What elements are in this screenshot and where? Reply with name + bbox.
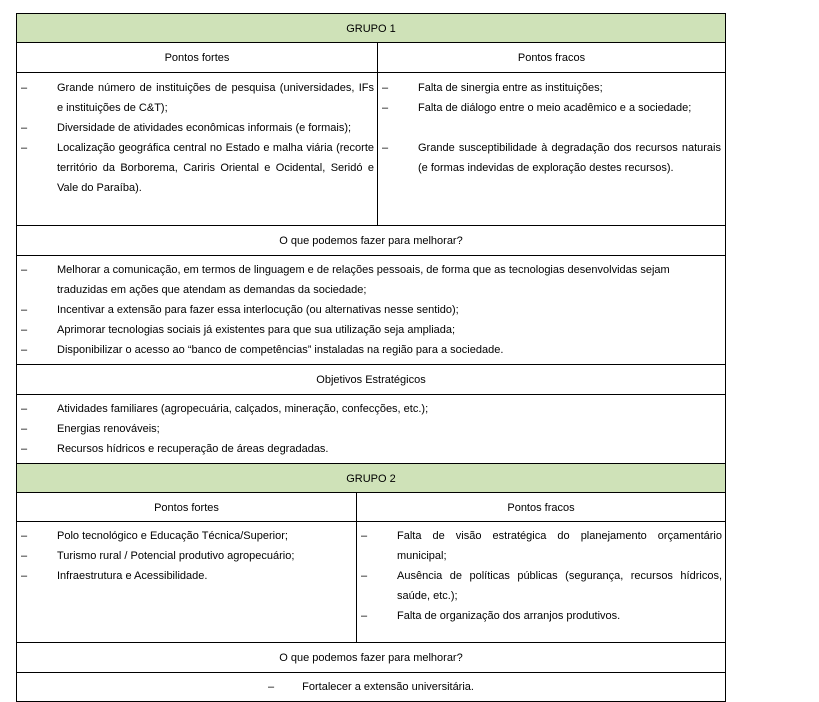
- group1-strengths-cell: [16, 72, 378, 226]
- group1-objectives-header: Objetivos Estratégicos: [16, 364, 726, 395]
- group1-improvements-cell: [16, 255, 726, 365]
- group2-weaknesses-cell: [356, 521, 726, 643]
- group1-objectives-list: [17, 399, 725, 459]
- list-item: – Aprimorar tecnologias sociais já existentes para que sua utilização seja ampliada;: [17, 320, 675, 340]
- group2-weaknesses-header: Pontos fracos: [356, 492, 726, 522]
- group1-title: GRUPO 1: [16, 13, 726, 43]
- list-item: – Disponibilizar o acesso ao “banco de competências” instaladas na região para a sociedade.: [17, 340, 675, 360]
- list-item: – Falta de diálogo entre o meio acadêmico e a sociedade;: [378, 98, 721, 118]
- group2-strengths-cell: [16, 521, 357, 643]
- list-item: – Grande susceptibilidade à degradação dos recursos naturais (e formas indevidas de exploração destes recursos).: [378, 138, 721, 178]
- list-item: – Infraestrutura e Acessibilidade.: [17, 566, 353, 586]
- list-item: – Diversidade de atividades econômicas informais (e formais);: [17, 118, 374, 138]
- list-item: Fortalecer a extensão universitária.: [302, 681, 474, 693]
- group2-strengths-header: Pontos fortes: [16, 492, 357, 522]
- group1-strengths-list: [17, 78, 374, 198]
- group1-objectives-cell: [16, 394, 726, 464]
- group2-weaknesses-list: [357, 526, 722, 626]
- group2-improvements-cell: [16, 672, 726, 702]
- list-item: – Grande número de instituições de pesquisa (universidades, IFs e instituições de C&T);: [17, 78, 374, 118]
- list-item: – Falta de organização dos arranjos produtivos.: [357, 606, 722, 626]
- list-item: – Polo tecnológico e Educação Técnica/Superior;: [17, 526, 353, 546]
- group1-weaknesses-header: Pontos fracos: [377, 42, 726, 73]
- list-item: – Melhorar a comunicação, em termos de linguagem e de relações pessoais, de forma que as tecnologias desenvolvidas sejam traduzidas em ações que atendam as demandas da sociedade;: [17, 260, 675, 300]
- list-item: – Incentivar a extensão para fazer essa interlocução (ou alternativas nesse sentido);: [17, 300, 675, 320]
- group1-improvements-list: [17, 260, 675, 360]
- group1-weaknesses-list: [378, 78, 721, 178]
- group2-improve-header: O que podemos fazer para melhorar?: [16, 642, 726, 673]
- list-item: – Atividades familiares (agropecuária, calçados, mineração, confecções, etc.);: [17, 399, 725, 419]
- list-item: – Falta de visão estratégica do planejamento orçamentário municipal;: [357, 526, 722, 566]
- list-item: – Falta de sinergia entre as instituições;: [378, 78, 721, 98]
- group2-strengths-list: [17, 526, 353, 586]
- group2-title: GRUPO 2: [16, 463, 726, 493]
- group1-strengths-header: Pontos fortes: [16, 42, 378, 73]
- list-item: – Turismo rural / Potencial produtivo agropecuário;: [17, 546, 353, 566]
- list-item: – Localização geográfica central no Estado e malha viária (recorte território da Borborema, Cariris Oriental e Ocidental, Seridó e Vale do Paraíba).: [17, 138, 374, 198]
- group1-improve-header: O que podemos fazer para melhorar?: [16, 225, 726, 256]
- list-item: – Energias renováveis;: [17, 419, 725, 439]
- dash-bullet: –: [268, 681, 275, 693]
- group1-weaknesses-cell: [377, 72, 726, 226]
- list-item: – Ausência de políticas públicas (segurança, recursos hídricos, saúde, etc.);: [357, 566, 722, 606]
- list-item: – Recursos hídricos e recuperação de áreas degradadas.: [17, 439, 725, 459]
